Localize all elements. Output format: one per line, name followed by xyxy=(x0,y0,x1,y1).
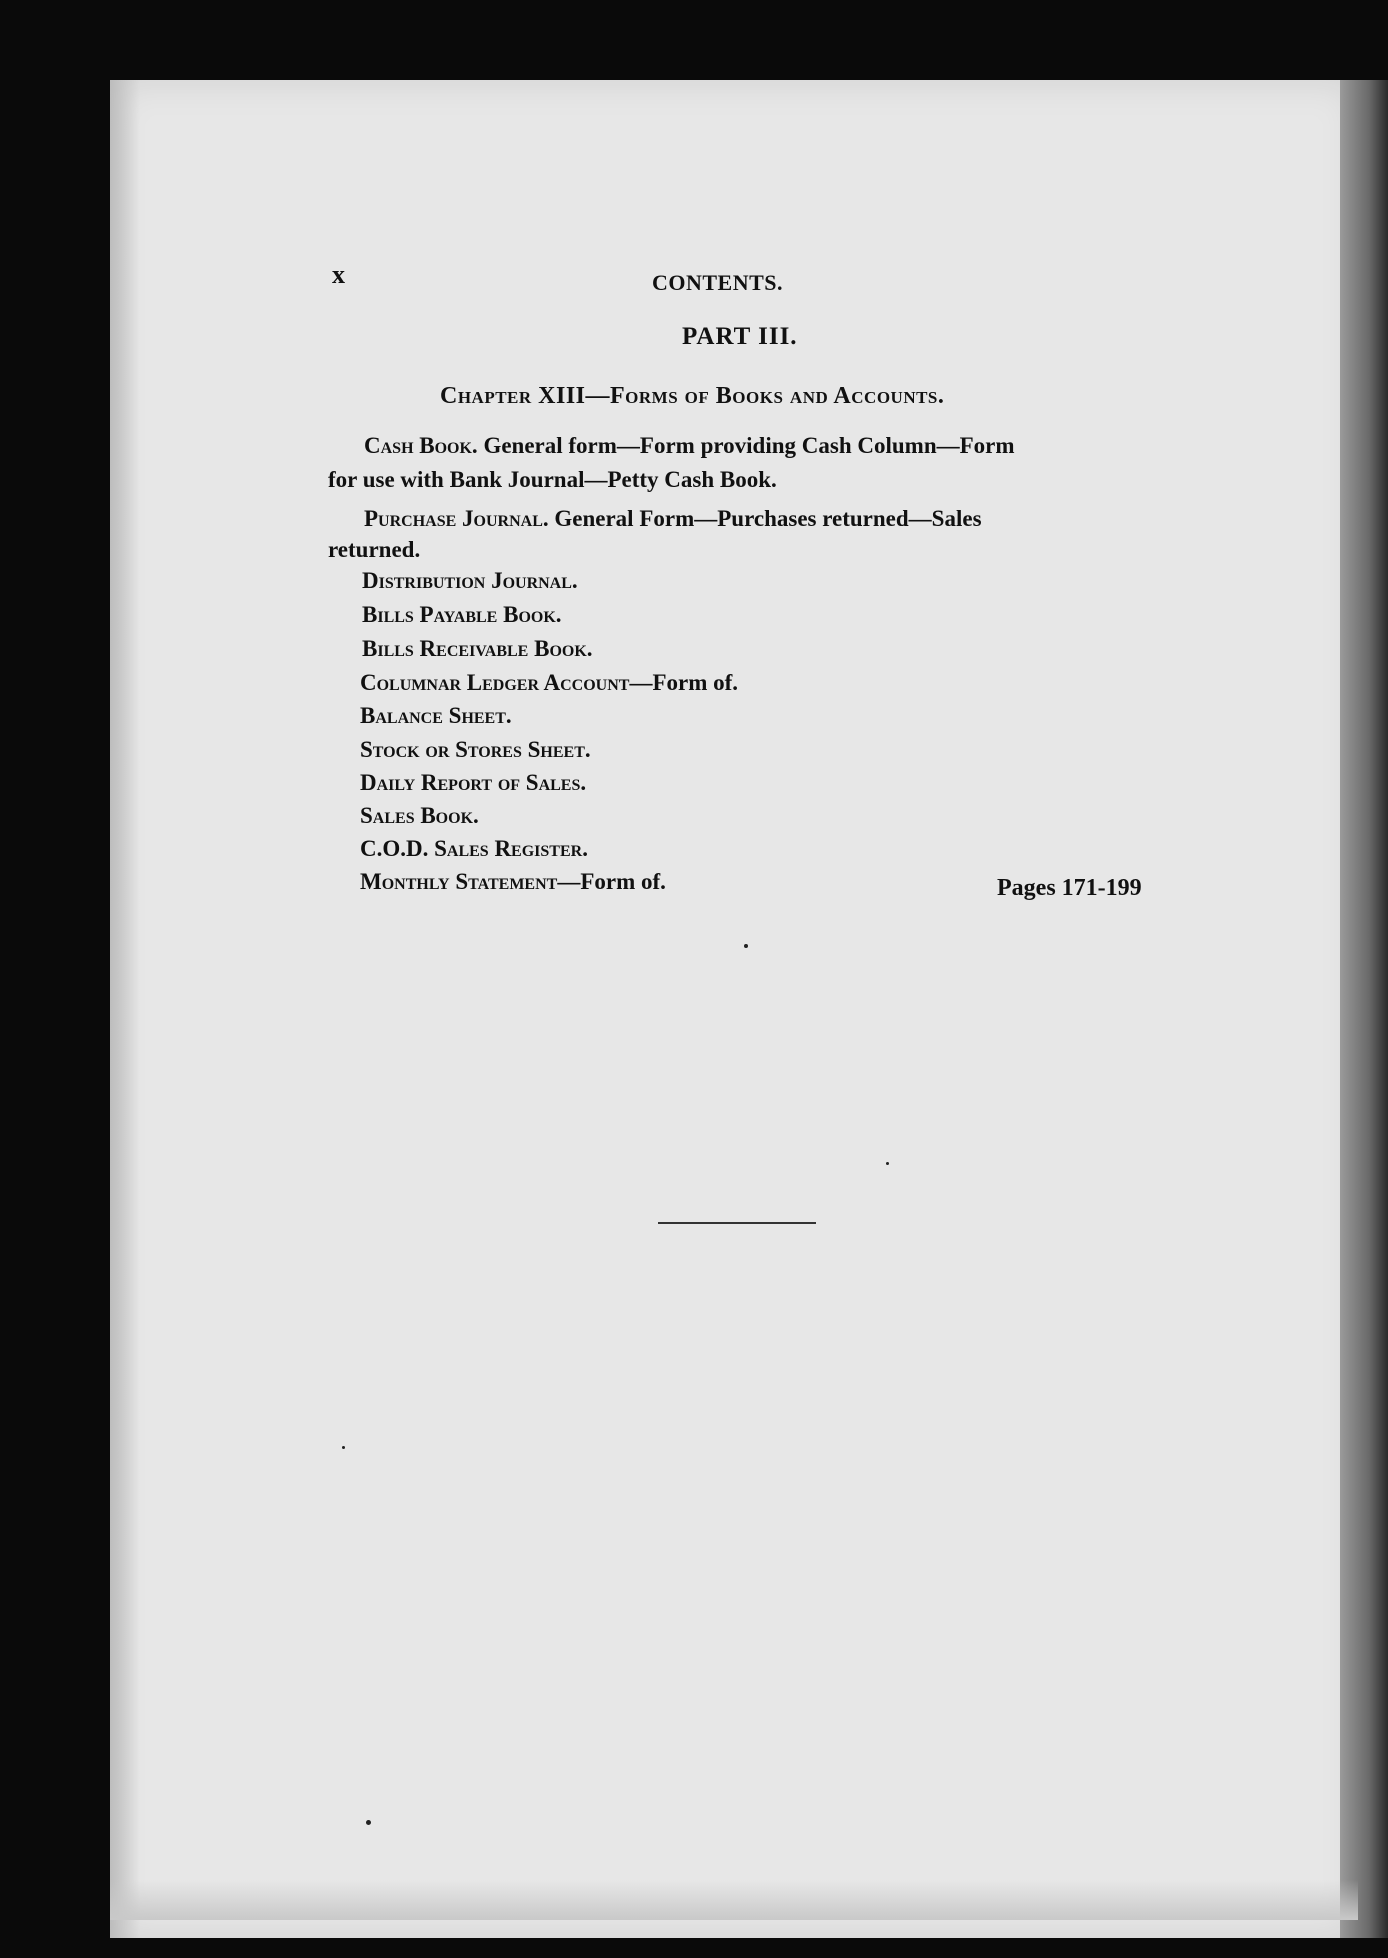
toc-entry-columnar-ledger xyxy=(360,670,738,696)
entry-lead: Daily Report of Sales. xyxy=(360,770,587,795)
book-page xyxy=(110,80,1358,1938)
page-left-shadow xyxy=(110,80,140,1938)
section-divider xyxy=(658,1222,816,1224)
entry-rest: for use with Bank Journal—Petty Cash Book. xyxy=(328,467,777,492)
part-title: PART III. xyxy=(682,323,798,350)
entry-lead: Sales Book. xyxy=(360,803,479,828)
toc-entry-stock-sheet xyxy=(360,737,591,763)
entry-lead: Bills Payable Book. xyxy=(362,602,562,627)
entry-lead: Monthly Statement xyxy=(360,869,558,894)
entry-lead: Bills Receivable Book. xyxy=(362,636,593,661)
page-right-edge xyxy=(1340,80,1388,1938)
toc-entry-balance-sheet xyxy=(360,703,512,729)
toc-entry-distribution-journal xyxy=(362,568,578,594)
entry-lead: Balance Sheet. xyxy=(360,703,512,728)
scan-speck xyxy=(744,944,748,948)
entry-lead: Purchase Journal. xyxy=(364,506,549,531)
toc-entry-monthly-statement xyxy=(360,869,666,895)
page-folio: x xyxy=(332,260,345,289)
toc-entry-bills-receivable xyxy=(362,636,593,662)
entry-lead: Cash Book. xyxy=(364,433,478,458)
toc-entry-daily-report xyxy=(360,770,586,796)
scan-speck xyxy=(366,1820,371,1825)
toc-entry-continuation xyxy=(328,467,777,493)
pages-reference: Pages 171-199 xyxy=(997,875,1142,901)
toc-entry-continuation xyxy=(328,537,420,563)
chapter-title: Chapter XIII—Forms of Books and Accounts. xyxy=(440,383,945,409)
entry-rest: —Form of. xyxy=(629,670,739,695)
entry-lead: Stock or Stores Sheet. xyxy=(360,737,591,762)
entry-rest: General Form—Purchases returned—Sales xyxy=(548,506,982,531)
entry-rest: General form—Form providing Cash Column—Form xyxy=(477,433,1015,458)
page-bottom-shadow xyxy=(110,1880,1358,1920)
toc-entry-cash-book xyxy=(364,433,1015,459)
toc-entry-cod-register xyxy=(360,836,588,862)
entry-lead: Columnar Ledger Account xyxy=(360,670,630,695)
toc-entry-bills-payable xyxy=(362,602,562,628)
toc-entry-purchase-journal xyxy=(364,506,982,532)
entry-lead: Distribution Journal. xyxy=(362,568,578,593)
scan-speck xyxy=(886,1162,889,1165)
toc-entry-sales-book xyxy=(360,803,479,829)
entry-lead: C.O.D. Sales Register. xyxy=(360,836,588,861)
running-head: CONTENTS. xyxy=(652,270,784,295)
entry-rest: —Form of. xyxy=(557,869,666,894)
scan-speck xyxy=(342,1446,345,1449)
entry-rest: returned. xyxy=(328,537,421,562)
